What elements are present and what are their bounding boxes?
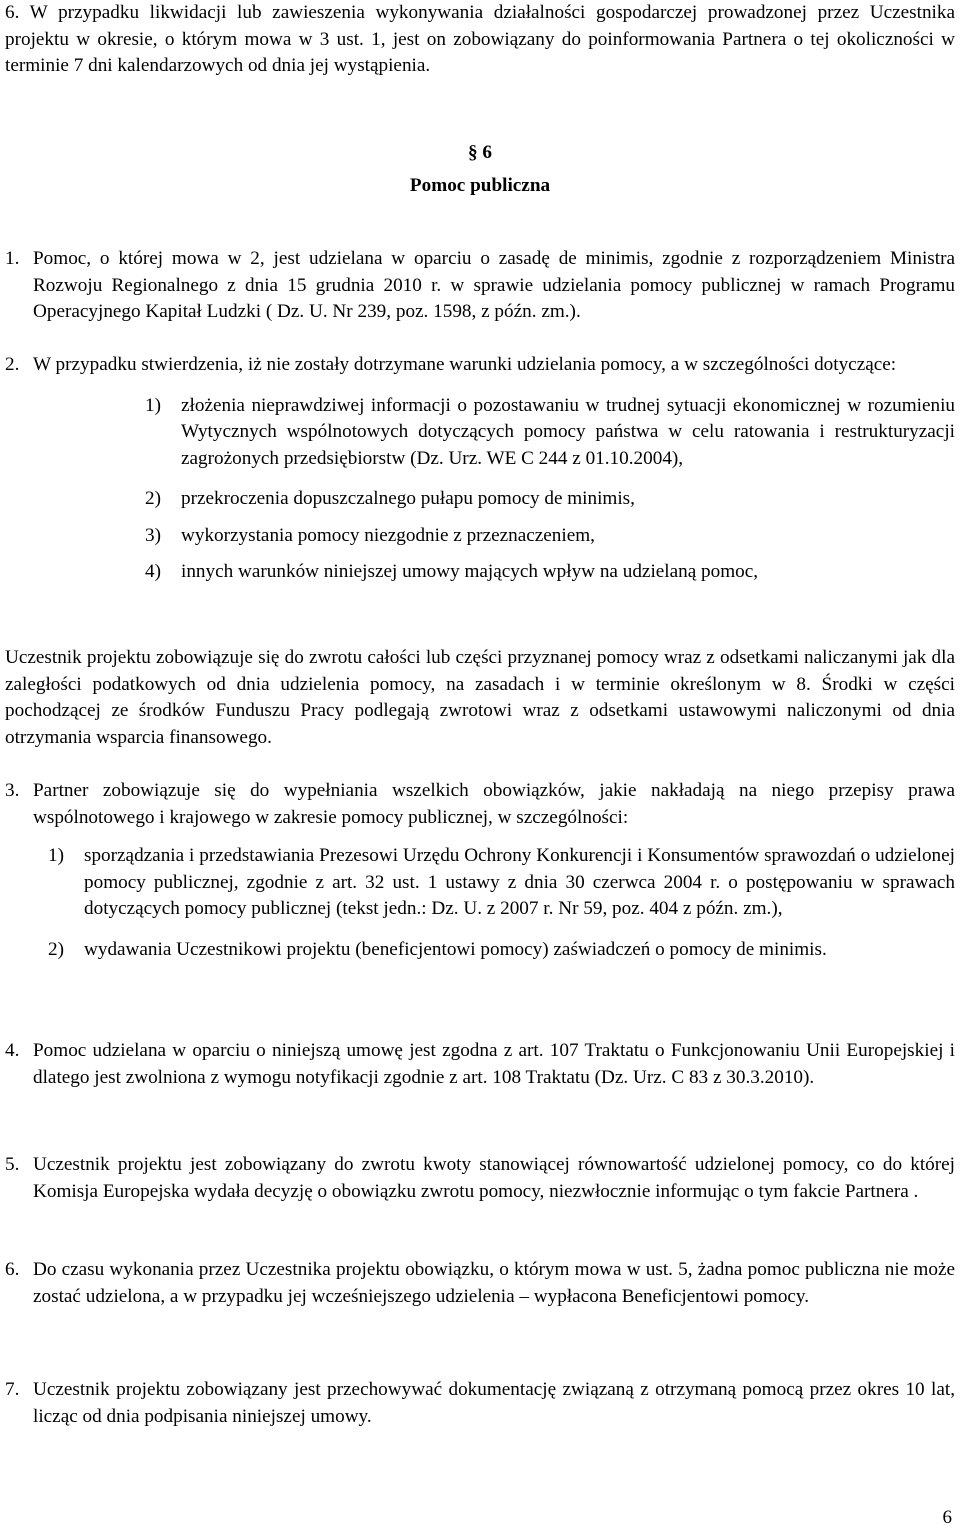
- item-1-text: Pomoc, o której mowa w 2, jest udzielana w oparciu o zasadę de minimis, zgodnie z rozporządzeniem Ministra Rozwoju Regionalnego z dnia 15 grudnia 2010 r. w sprawie udzielania pomocy publicznej w ramach Programu Operacyjnego Kapitał Ludzki ( Dz. U. Nr 239, poz. 1598, z późn. zm.).: [33, 248, 955, 322]
- list-item: 1) sporządzania i przedstawiania Prezesowi Urzędu Ochrony Konkurencji i Konsumentów sprawozdań o udzielonej pomocy publicznej, zgodnie z art. 32 ust. 1 ustawy z dnia 30 czerwca 2004 r. o postępowaniu w sprawach dotyczących pomocy publicznej (tekst jedn.: Dz. U. z 2007 r. Nr 59, poz. 404 z późn. zm.),: [48, 845, 955, 919]
- item-5-number: 5.: [5, 1154, 20, 1175]
- list-item: 1) złożenia nieprawdziwej informacji o pozostawaniu w trudnej sytuacji ekonomicznej w rozumieniu Wytycznych wspólnotowych dotyczących pomocy państwa w celu ratowania i restrukturyzacji zagrożonych przedsiębiorstw (Dz. Urz. WE C 244 z 01.10.2004),: [145, 394, 955, 469]
- item-3-list: [48, 843, 955, 963]
- item-2-number: 2.: [5, 354, 20, 375]
- list-item: 4) innych warunków niniejszej umowy mających wpływ na udzielaną pomoc,: [145, 561, 759, 582]
- list-item: 2) wydawania Uczestnikowi projektu (beneficjentowi pomocy) zaświadczeń o pomocy de minimis.: [48, 938, 827, 960]
- item-5-text: Uczestnik projektu jest zobowiązany do zwrotu kwoty stanowiącej równowartość udzielonej pomocy, co do której Komisja Europejska wydała decyzję o obowiązku zwrotu pomocy, niezwłocznie informując o tym fakcie Partnera .: [33, 1154, 955, 1202]
- item-3: [5, 778, 955, 963]
- item-7: [5, 1377, 955, 1430]
- section-heading: [0, 140, 960, 199]
- section-number: 6: [482, 142, 492, 163]
- item-2-consequence: Uczestnik projektu zobowiązuje się do zwrotu całości lub części przyznanej pomocy wraz z odsetkami naliczanymi jak dla zaległości podatkowych od dnia udzielenia pomocy, na zasadach i w terminie określonym w 8. Środki w części pochodzącej ze środków Funduszu Pracy podlegają zwrotowi wraz z odsetkami ustawowymi naliczonymi od dnia otrzymania wsparcia finansowego.: [5, 647, 955, 748]
- section-title: Pomoc publiczna: [409, 174, 551, 196]
- item-5: [5, 1152, 955, 1205]
- item-4-text: Pomoc udzielana w oparciu o niniejszą umowę jest zgodna z art. 107 Traktatu o Funkcjonowaniu Unii Europejskiej i dlatego jest zwolniona z wymogu notyfikacji zgodnie z art. 108 Traktatu (Dz. Urz. C 83 z 30.3.2010).: [33, 1040, 955, 1088]
- item-6-number: 6.: [5, 1259, 20, 1280]
- item-6-text: Do czasu wykonania przez Uczestnika projektu obowiązku, o którym mowa w ust. 5, żadna pomoc publiczna nie może zostać udzielona, a w przypadku jej wcześniejszego udzielenia – wypłacona Beneficjentowi pomocy.: [33, 1259, 955, 1307]
- section-symbol-icon: §: [468, 142, 483, 163]
- item-2-list: [145, 393, 955, 586]
- item-4-number: 4.: [5, 1040, 20, 1061]
- item-2: [5, 352, 955, 586]
- item-1: [5, 246, 955, 326]
- list-item: 3) wykorzystania pomocy niezgodnie z przeznaczeniem,: [145, 524, 595, 546]
- item-6: [5, 1257, 955, 1310]
- item-7-text: Uczestnik projektu zobowiązany jest przechowywać dokumentację związaną z otrzymaną pomocą przez okres 10 lat, licząc od dnia podpisania niniejszej umowy.: [33, 1379, 955, 1427]
- item-3-number: 3.: [5, 780, 20, 801]
- paragraph-6-liquidation: 6. W przypadku likwidacji lub zawieszenia wykonywania działalności gospodarczej prowadzonej przez Uczestnika projektu w okresie, o którym mowa w 3 ust. 1, jest on zobowiązany do poinformowania Partnera o tej okoliczności w terminie 7 dni kalendarzowych od dnia jej wystąpienia.: [5, 2, 955, 76]
- list-item: 2) przekroczenia dopuszczalnego pułapu pomocy de minimis,: [145, 488, 635, 509]
- item-4: [5, 1038, 955, 1091]
- item-2-text: W przypadku stwierdzenia, iż nie zostały dotrzymane warunki udzielania pomocy, a w szczególności dotyczące:: [33, 354, 897, 375]
- item-7-number: 7.: [5, 1379, 20, 1400]
- item-1-number: 1.: [5, 248, 20, 269]
- page-number: 6: [942, 1507, 952, 1528]
- item-3-text: Partner zobowiązuje się do wypełniania wszelkich obowiązków, jakie nakładają na niego przepisy prawa wspólnotowego i krajowego w zakresie pomocy publicznej, w szczególności:: [33, 780, 955, 828]
